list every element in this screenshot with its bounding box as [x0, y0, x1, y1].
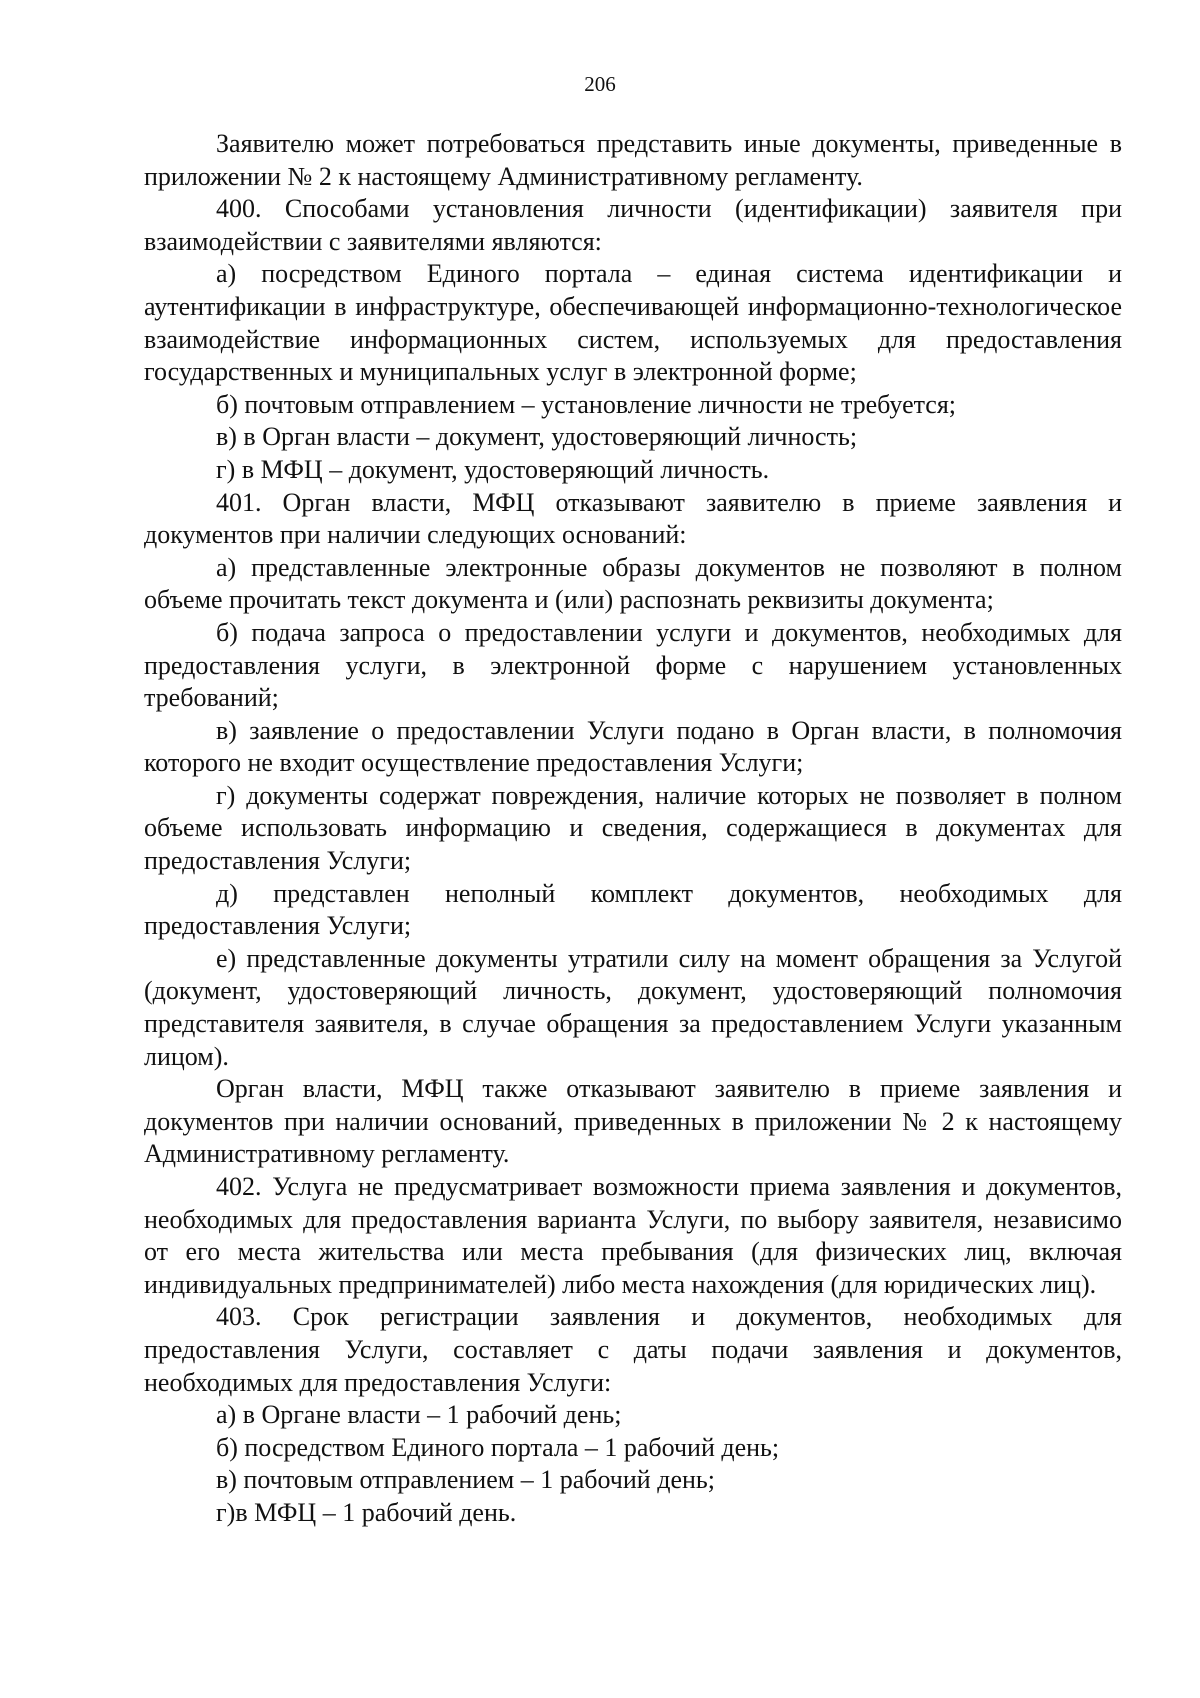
paragraph-401-g: г) документы содержат повреждения, наличие которых не позволяет в полном объеме использовать информацию и сведения, содержащиеся в документах для предоставления Услуги; — [144, 780, 1122, 876]
paragraph-403-g: г)в МФЦ – 1 рабочий день. — [216, 1497, 517, 1527]
paragraph-403-b: б) посредством Единого портала – 1 рабочий день; — [216, 1432, 780, 1462]
paragraph-400: 400. Способами установления личности (идентификации) заявителя при взаимодействии с заявителями являются: — [144, 194, 1122, 256]
paragraph-401-e: е) представленные документы утратили силу на момент обращения за Услугой (документ, удостоверяющий личность, документ, удостоверяющий полномочия представителя заявителя, в случае обращения за предоставлением Услуги указанным лицом). — [144, 943, 1122, 1071]
paragraph-402: 402. Услуга не предусматривает возможности приема заявления и документов, необходимых для предоставления варианта Услуги, по выбору заявителя, независимо от его места жительства или места пребывания (для физических лиц, включая индивидуальных предпринимателей) либо места нахождения (для юридических лиц). — [144, 1172, 1122, 1299]
paragraph-403-v: в) почтовым отправлением – 1 рабочий день; — [216, 1465, 715, 1495]
paragraph-403-a: а) в Органе власти – 1 рабочий день; — [216, 1400, 622, 1430]
document-body — [144, 128, 1122, 1530]
paragraph-400-b: б) почтовым отправлением – установление личности не требуется; — [216, 389, 957, 419]
paragraph-400-g: г) в МФЦ – документ, удостоверяющий личность. — [216, 454, 770, 484]
paragraph-403: 403. Срок регистрации заявления и документов, необходимых для предоставления Услуги, составляет с даты подачи заявления и документов, необходимых для предоставления Услуги: — [144, 1302, 1122, 1397]
paragraph-401-a: а) представленные электронные образы документов не позволяют в полном объеме прочитать текст документа и (или) распознать реквизиты документа; — [144, 552, 1122, 615]
paragraph-intro: Заявителю может потребоваться представить иные документы, приведенные в приложении № 2 к настоящему Административному регламенту. — [144, 129, 1122, 191]
paragraph-400-v: в) в Орган власти – документ, удостоверяющий личность; — [216, 422, 858, 452]
paragraph-401: 401. Орган власти, МФЦ отказывают заявителю в приеме заявления и документов при наличии следующих оснований: — [144, 487, 1122, 550]
paragraph-401-b: б) подача запроса о предоставлении услуги и документов, необходимых для предоставления услуги, в электронной форме с нарушением установленных требований; — [144, 617, 1122, 713]
paragraph-401-d: д) представлен неполный комплект документов, необходимых для предоставления Услуги; — [144, 878, 1122, 941]
page-number: 206 — [584, 72, 616, 96]
paragraph-401-v: в) заявление о предоставлении Услуги подано в Орган власти, в полномочия которого не входит осуществление предоставления Услуги; — [144, 715, 1122, 778]
paragraph-400-a: а) посредством Единого портала – единая система идентификации и аутентификации в инфраструктуре, обеспечивающей информационно-технологическое взаимодействие информационных систем, используемых для предоставления государственных и муниципальных услуг в электронной форме; — [144, 259, 1122, 387]
paragraph-401-additional: Орган власти, МФЦ также отказывают заявителю в приеме заявления и документов при наличии оснований, приведенных в приложении № 2 к настоящему Административному регламенту. — [144, 1074, 1122, 1169]
